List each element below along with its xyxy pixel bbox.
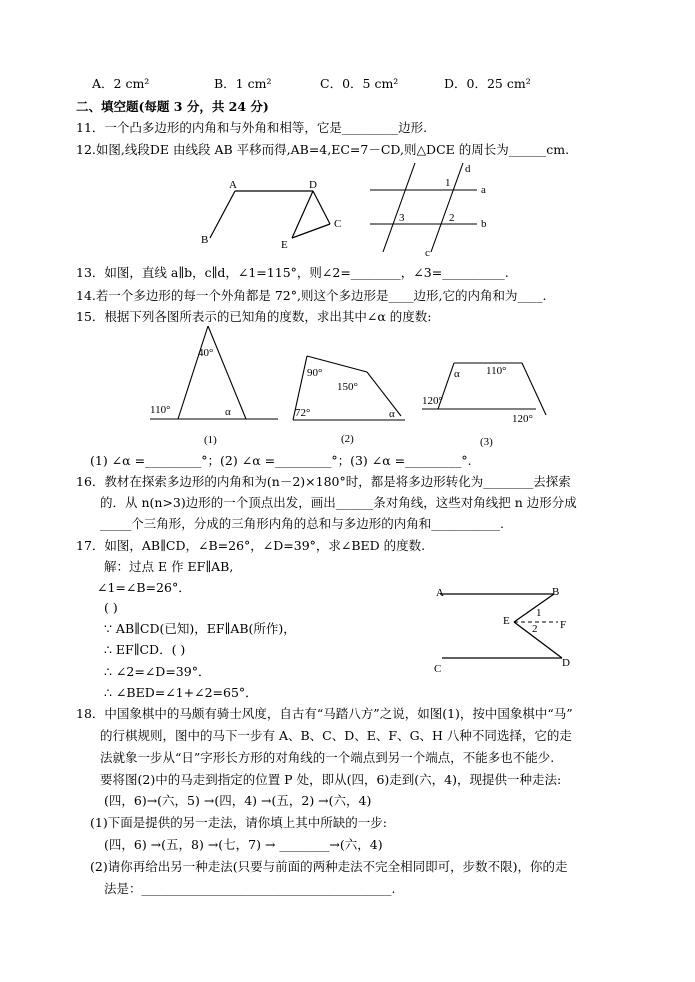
- question-18-line-7: (四，6) →(五，8) →(七，7) → ________→(六，4): [104, 837, 383, 852]
- question-15-answers: (1) ∠α =_________°；(2) ∠α =_________°；(3) ∠α =_________°.: [90, 453, 472, 468]
- question-18-line-6: (1)下面是提供的另一走法，请你填上其中所缺的一步:: [90, 815, 387, 830]
- label-1: 1: [536, 607, 542, 619]
- option-c: C．0．5 cm²: [320, 76, 399, 91]
- option-d: D．0．25 cm²: [444, 76, 531, 91]
- angle-110: 110°: [150, 404, 171, 416]
- question-16-line-3: _____个三角形，分成的三角形内角的总和与多边形的内角和___________.: [100, 516, 504, 531]
- figure-15-2: [285, 350, 415, 447]
- question-15: 15．根据下列各图所表示的已知角的度数，求出其中∠α 的度数:: [76, 309, 432, 324]
- q17-step-5: ∴ EF∥CD．( ): [104, 642, 186, 657]
- label-1: 1: [445, 177, 451, 189]
- question-18-line-9: 法是：________________________________________.: [104, 881, 396, 896]
- label-f: F: [560, 619, 567, 631]
- question-18-line-1: 18．中国象棋中的马颇有骑士风度，自古有“马踏八方”之说，如图(1)，按中国象棋中“马”: [76, 706, 573, 721]
- angle-90: 90°: [307, 367, 323, 379]
- figure-13: [365, 160, 495, 259]
- label-a: a: [481, 184, 486, 196]
- line-c: [383, 163, 415, 252]
- figure-12: [195, 178, 355, 253]
- angle-150: 150°: [337, 381, 358, 393]
- label-2: 2: [449, 212, 455, 224]
- label-c: C: [434, 663, 442, 675]
- caption-3: (3): [480, 436, 493, 448]
- label-b: B: [552, 586, 560, 598]
- question-18-line-8: (2)请你再给出另一种走法(只要与前面的两种走法不完全相同即可，步数不限)，你的走: [90, 859, 568, 874]
- figure-15-3: [420, 357, 550, 447]
- label-d: d: [465, 163, 471, 175]
- label-b: b: [481, 218, 487, 230]
- angle-72: 72°: [295, 407, 311, 419]
- label-a: A: [229, 179, 237, 191]
- segment-cd: [313, 191, 330, 224]
- question-14: 14.若一个多边形的每一个外角都是 72°,则这个多边形是____边形,它的内角和为____.: [76, 288, 547, 303]
- angle-120-a: 120°: [422, 395, 443, 407]
- alpha-1: α: [225, 406, 231, 418]
- question-18-line-4: 要将图(2)中的马走到指定的位置 P 处，即从(四，6)走到(六，4)，现提供一种走法:: [100, 772, 562, 787]
- section-title: 二、填空题(每题 3 分，共 24 分): [76, 99, 269, 114]
- option-a: A．2 cm²: [92, 76, 150, 91]
- question-12: 12.如图,线段DE 由线段 AB 平移而得,AB=4,EC=7－CD,则△DCE 的周长为______cm.: [76, 142, 570, 157]
- q17-step-1: 解：过点 E 作 EF∥AB,: [104, 559, 234, 574]
- figure-17: [430, 582, 580, 674]
- label-2: 2: [532, 623, 538, 635]
- q17-step-6: ∴ ∠2=∠D=39°．: [104, 664, 211, 679]
- question-16-line-2: 的．从 n(n>3)边形的一个顶点出发，画出______条对角线，这些对角线把 n 边形分成: [100, 495, 577, 510]
- question-18-line-3: 法就象一步从“日”字形长方形的对角线的一个端点到另一个端点，不能多也不能少.: [100, 750, 555, 765]
- label-d: D: [562, 657, 570, 669]
- question-18-line-2: 的行棋规则，图中的马下一步有 A、B、C、D、E、F、G、H 八种不同选择，它的走: [100, 728, 572, 743]
- label-c: C: [334, 218, 342, 230]
- q17-step-7: ∴ ∠BED=∠1+∠2=65°．: [104, 685, 258, 700]
- question-17: 17．如图，AB∥CD，∠B=26°，∠D=39°，求∠BED 的度数.: [76, 538, 426, 553]
- alpha-2: α: [389, 408, 395, 420]
- segment-ab: [210, 191, 235, 238]
- angle-40: 40°: [198, 347, 214, 359]
- question-13: 13．如图，直线 a∥b，c∥d，∠1=115°，则∠2=________，∠3=__________.: [76, 265, 509, 280]
- caption-1: (1): [204, 434, 217, 446]
- angle-110-b: 110°: [486, 365, 507, 377]
- caption-2: (2): [341, 433, 354, 445]
- label-3: 3: [399, 212, 405, 224]
- question-11: 11．一个凸多边形的内角和与外角和相等，它是_________边形.: [76, 120, 428, 135]
- option-b: B．1 cm²: [214, 76, 272, 91]
- q17-step-4: ∵ AB∥CD(已知)，EF∥AB(所作)，: [104, 621, 296, 636]
- label-c: c: [425, 247, 430, 259]
- label-b: B: [201, 234, 209, 246]
- question-18-line-5: (四，6)→(六，5) →(四，4) →(五，2) →(六，4): [104, 793, 372, 808]
- alpha-3: α: [454, 368, 460, 380]
- label-e: E: [281, 239, 288, 251]
- label-a: A: [436, 587, 444, 599]
- question-16-line-1: 16．教材在探索多边形的内角和为(n－2)×180°时，都是将多边形转化为________去探索: [76, 474, 571, 489]
- q17-step-3: ( ): [104, 600, 118, 615]
- figure-15-1: [150, 322, 280, 447]
- label-e: E: [503, 615, 510, 627]
- q17-step-2: ∠1=∠B=26°．: [97, 580, 191, 595]
- angle-120-b: 120°: [512, 413, 533, 425]
- label-d: D: [309, 179, 317, 191]
